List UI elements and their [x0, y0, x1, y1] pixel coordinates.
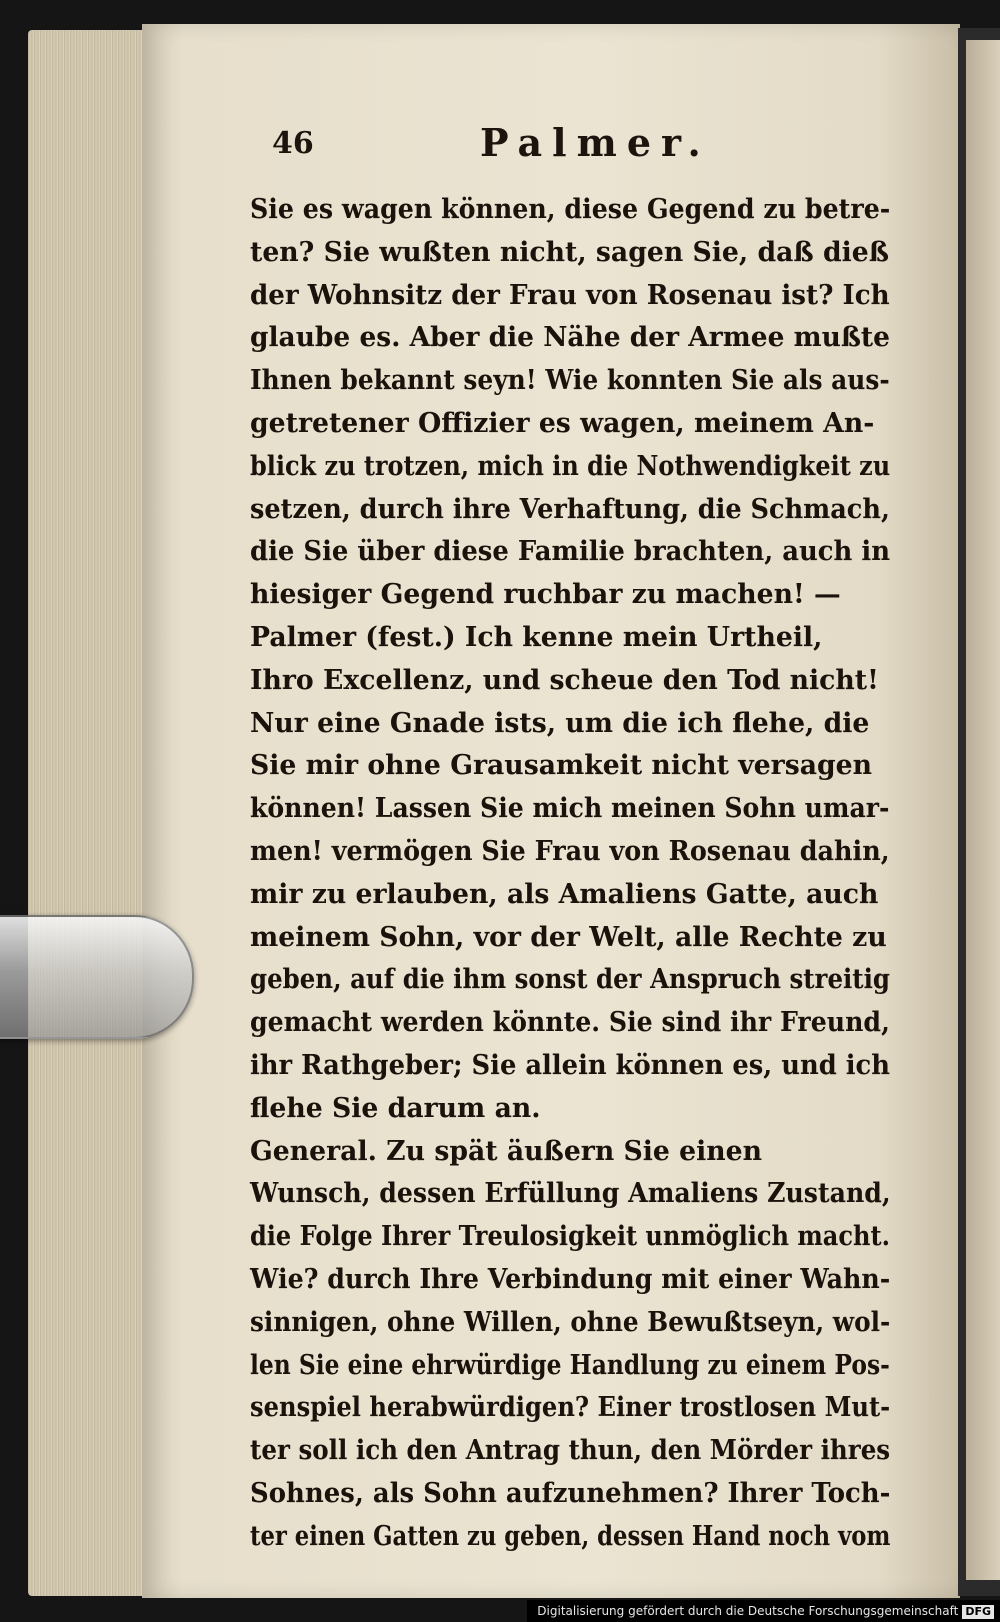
text-line: setzen, durch ihre Verhaftung, die Schmach,: [250, 492, 890, 525]
text-line: sinnigen, ohne Willen, ohne Bewußtseyn, wol-: [250, 1305, 891, 1338]
text-line: Nur eine Gnade ists, um die ich flehe, die: [250, 706, 870, 739]
running-head: Palmer.: [480, 120, 711, 165]
text-line: der Wohnsitz der Frau von Rosenau ist? Ich: [250, 278, 890, 311]
text-line: General. Zu spät äußern Sie einen: [250, 1134, 763, 1167]
text-line: ter soll ich den Antrag thun, den Mörder ihres: [250, 1434, 891, 1467]
text-line: Ihnen bekannt seyn! Wie konnten Sie als aus-: [250, 364, 890, 397]
text-line: Sie es wagen können, diese Gegend zu betre-: [250, 193, 891, 225]
page-header: [0, 120, 1000, 170]
digitization-credit: [527, 1600, 1000, 1622]
text-line: ten? Sie wußten nicht, sagen Sie, daß dieß: [250, 235, 889, 268]
text-line: glaube es. Aber die Nähe der Armee mußte: [250, 321, 890, 354]
text-line: len Sie eine ehrwürdige Handlung zu einem Pos-: [250, 1348, 890, 1381]
text-line: men! vermögen Sie Frau von Rosenau dahin,: [250, 834, 890, 867]
text-line: Palmer (fest.) Ich kenne mein Urtheil,: [250, 620, 823, 653]
text-line: Sohnes, als Sohn aufzunehmen? Ihrer Toch-: [250, 1476, 891, 1509]
text-line: blick zu trotzen, mich in die Nothwendigkeit zu: [250, 449, 891, 482]
facing-page-edge: [966, 40, 1000, 1580]
page-edges: [28, 30, 146, 1596]
text-line: geben, auf die ihm sonst der Anspruch streitig: [250, 963, 890, 996]
text-line: die Folge Ihrer Treulosigkeit unmöglich macht.: [250, 1220, 890, 1253]
text-line: Sie mir ohne Grausamkeit nicht versagen: [250, 749, 873, 782]
page-number: 46: [272, 126, 314, 161]
text-line: Wie? durch Ihre Verbindung mit einer Wahn-: [250, 1262, 891, 1295]
credit-text: Digitalisierung gefördert durch die Deutsche Forschungsgemeinschaft: [537, 1604, 959, 1618]
body-text: [250, 188, 910, 1558]
text-line: hiesiger Gegend ruchbar zu machen! —: [250, 578, 841, 611]
text-line: senspiel herabwürdigen? Einer trostlosen Mut-: [250, 1391, 891, 1424]
dfg-logo: DFG: [962, 1605, 994, 1619]
text-line: gemacht werden könnte. Sie sind ihr Freund,: [250, 1006, 890, 1039]
text-line: meinem Sohn, vor der Welt, alle Rechte zu: [250, 920, 887, 953]
text-line: die Sie über diese Familie brachten, auch in: [250, 535, 891, 568]
page-clip: [0, 915, 194, 1039]
text-line: können! Lassen Sie mich meinen Sohn umar-: [250, 792, 890, 825]
text-line: ter einen Gatten zu geben, dessen Hand noch vom: [250, 1519, 891, 1552]
text-line: Wunsch, dessen Erfüllung Amaliens Zustand,: [250, 1177, 891, 1210]
text-line: Ihro Excellenz, und scheue den Tod nicht!: [250, 663, 879, 696]
text-line: mir zu erlauben, als Amaliens Gatte, auch: [250, 877, 879, 910]
text-line: getretener Offizier es wagen, meinem An-: [250, 406, 875, 439]
text-line: flehe Sie darum an.: [250, 1091, 541, 1124]
text-line: ihr Rathgeber; Sie allein können es, und ich: [250, 1048, 891, 1081]
